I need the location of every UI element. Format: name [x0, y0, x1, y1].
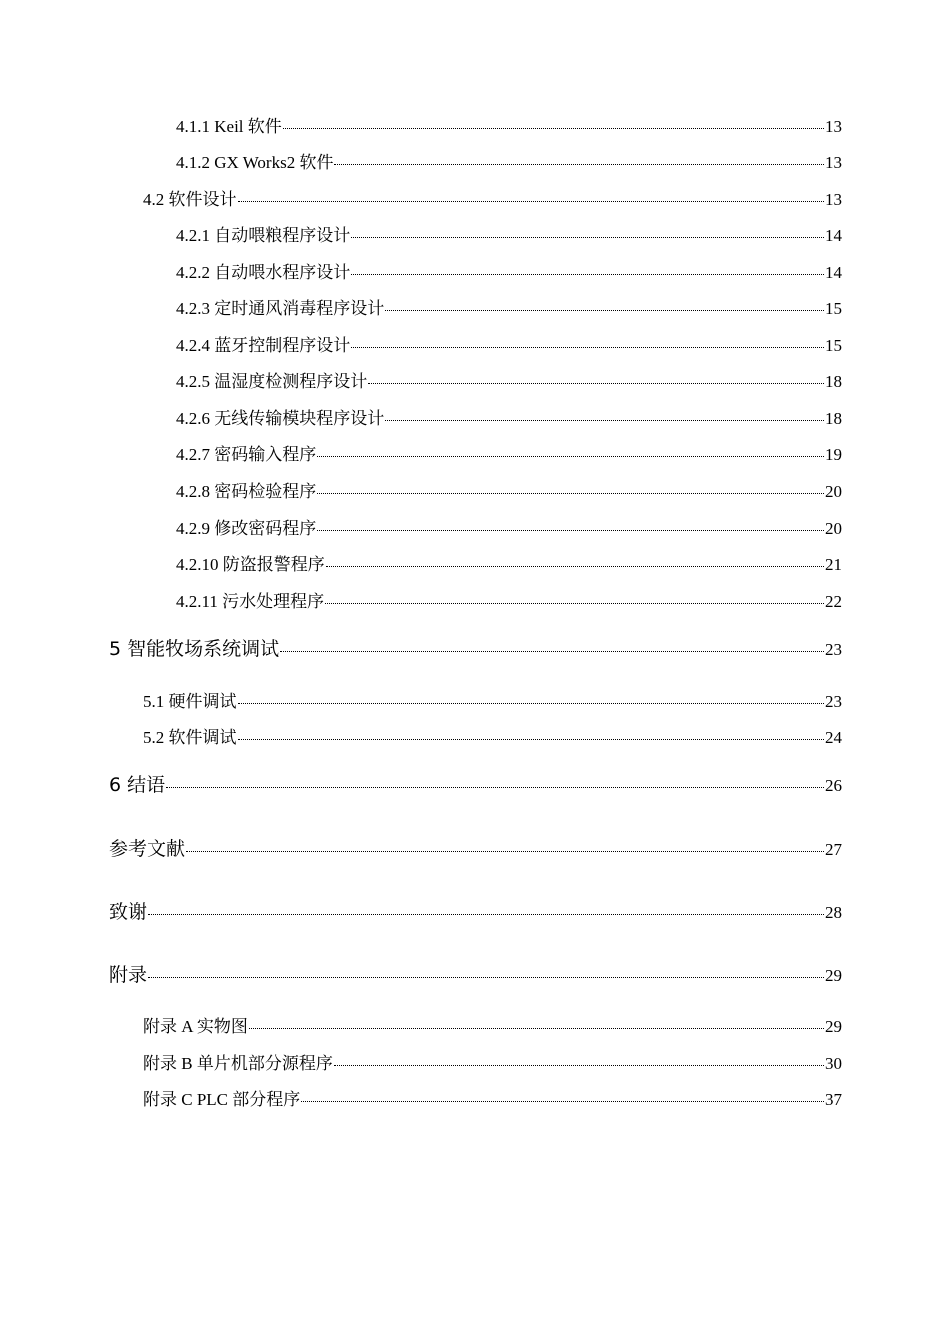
- toc-entry-4-1-2[interactable]: [176, 148, 842, 173]
- toc-entry-title: 5 智能牧场系统调试: [109, 638, 280, 660]
- toc-page-number: 13: [825, 153, 842, 172]
- toc-dot-leader: [334, 164, 824, 165]
- toc-page-number: 13: [825, 190, 842, 209]
- toc-entry-4-2-7[interactable]: [176, 440, 842, 465]
- toc-entry-title: 4.2.2 自动喂水程序设计: [176, 263, 351, 282]
- toc-page-number: 19: [825, 445, 842, 464]
- toc-page-number: 15: [825, 299, 842, 318]
- toc-dot-leader: [385, 420, 824, 421]
- toc-dot-leader: [283, 128, 824, 129]
- toc-entry-chapter-5[interactable]: [109, 634, 842, 661]
- toc-entry-4-2[interactable]: [143, 185, 842, 210]
- toc-page-number: 26: [825, 776, 842, 795]
- toc-page-number: 29: [825, 1017, 842, 1036]
- toc-entry-4-2-10[interactable]: [176, 550, 842, 575]
- toc-entry-4-2-8[interactable]: [176, 477, 842, 502]
- toc-entry-title: 4.2.3 定时通风消毒程序设计: [176, 299, 385, 318]
- toc-page-number: 20: [825, 519, 842, 538]
- toc-page-number: 13: [825, 117, 842, 136]
- toc-dot-leader: [238, 201, 825, 202]
- toc-entry-4-1-1[interactable]: [176, 112, 842, 137]
- toc-entry-4-2-2[interactable]: [176, 258, 842, 283]
- toc-dot-leader: [351, 347, 824, 348]
- toc-entry-appendix-b[interactable]: [143, 1049, 842, 1074]
- toc-dot-leader: [238, 703, 825, 704]
- toc-entry-references[interactable]: [109, 834, 842, 861]
- toc-entry-4-2-4[interactable]: [176, 331, 842, 356]
- toc-entry-title: 5.2 软件调试: [143, 728, 237, 747]
- toc-page-number: 22: [825, 592, 842, 611]
- toc-dot-leader: [351, 237, 824, 238]
- toc-dot-leader: [280, 651, 824, 652]
- toc-entry-title: 致谢: [109, 901, 148, 923]
- toc-page-number: 27: [825, 840, 842, 859]
- toc-dot-leader: [186, 851, 824, 852]
- toc-entry-title: 4.1.1 Keil 软件: [176, 117, 282, 136]
- toc-dot-leader: [166, 787, 824, 788]
- toc-entry-title: 6 结语: [109, 774, 166, 796]
- toc-entry-title: 附录 A 实物图: [143, 1017, 248, 1036]
- toc-dot-leader: [351, 274, 824, 275]
- toc-page-number: 18: [825, 372, 842, 391]
- toc-page-number: 14: [825, 226, 842, 245]
- toc-page-number: 15: [825, 336, 842, 355]
- toc-entry-4-2-11[interactable]: [176, 587, 842, 612]
- toc-entry-title: 4.2.6 无线传输模块程序设计: [176, 409, 385, 428]
- toc-dot-leader: [317, 493, 824, 494]
- toc-entry-title: 4.2.4 蓝牙控制程序设计: [176, 336, 351, 355]
- toc-dot-leader: [301, 1101, 824, 1102]
- toc-entry-title: 参考文献: [109, 838, 186, 860]
- toc-entry-title: 4.2.9 修改密码程序: [176, 519, 317, 538]
- toc-dot-leader: [238, 739, 825, 740]
- toc-dot-leader: [317, 456, 824, 457]
- toc-entry-title: 5.1 硬件调试: [143, 692, 237, 711]
- toc-entry-title: 附录 C PLC 部分程序: [143, 1090, 301, 1109]
- toc-entry-4-2-9[interactable]: [176, 514, 842, 539]
- toc-page-number: 23: [825, 640, 842, 659]
- toc-entry-5-2[interactable]: [143, 723, 842, 748]
- toc-entry-4-2-6[interactable]: [176, 404, 842, 429]
- toc-entry-appendix-c[interactable]: [143, 1085, 842, 1110]
- toc-dot-leader: [326, 566, 824, 567]
- toc-dot-leader: [334, 1065, 824, 1066]
- toc-page-number: 23: [825, 692, 842, 711]
- toc-entry-title: 4.2.10 防盗报警程序: [176, 555, 325, 574]
- toc-dot-leader: [249, 1028, 824, 1029]
- toc-entry-appendix-a[interactable]: [143, 1012, 842, 1037]
- toc-entry-4-2-1[interactable]: [176, 221, 842, 246]
- toc-dot-leader: [317, 530, 824, 531]
- toc-dot-leader: [148, 914, 824, 915]
- toc-dot-leader: [148, 977, 824, 978]
- toc-entry-chapter-6[interactable]: [109, 770, 842, 797]
- toc-page-number: 37: [825, 1090, 842, 1109]
- toc-page-number: 20: [825, 482, 842, 501]
- toc-page-number: 18: [825, 409, 842, 428]
- toc-entry-title: 附录: [109, 964, 148, 986]
- toc-entry-title: 4.2.1 自动喂粮程序设计: [176, 226, 351, 245]
- toc-entry-title: 4.2.11 污水处理程序: [176, 592, 325, 611]
- toc-entry-appendix[interactable]: [109, 960, 842, 987]
- toc-entry-title: 附录 B 单片机部分源程序: [143, 1054, 333, 1073]
- toc-page-number: 29: [825, 966, 842, 985]
- toc-dot-leader: [325, 603, 824, 604]
- toc-entry-title: 4.2 软件设计: [143, 190, 237, 209]
- toc-entry-5-1[interactable]: [143, 687, 842, 712]
- toc-entry-acknowledgements[interactable]: [109, 897, 842, 924]
- toc-entry-title: 4.2.7 密码输入程序: [176, 445, 317, 464]
- toc-entry-4-2-3[interactable]: [176, 294, 842, 319]
- toc-page-number: 28: [825, 903, 842, 922]
- toc-entry-4-2-5[interactable]: [176, 367, 842, 392]
- toc-dot-leader: [368, 383, 824, 384]
- toc-page-number: 30: [825, 1054, 842, 1073]
- toc-page-number: 24: [825, 728, 842, 747]
- toc-page-number: 21: [825, 555, 842, 574]
- toc-entry-title: 4.2.5 温湿度检测程序设计: [176, 372, 368, 391]
- toc-entry-title: 4.2.8 密码检验程序: [176, 482, 317, 501]
- toc-page-number: 14: [825, 263, 842, 282]
- toc-entry-title: 4.1.2 GX Works2 软件: [176, 153, 334, 172]
- toc-dot-leader: [385, 310, 824, 311]
